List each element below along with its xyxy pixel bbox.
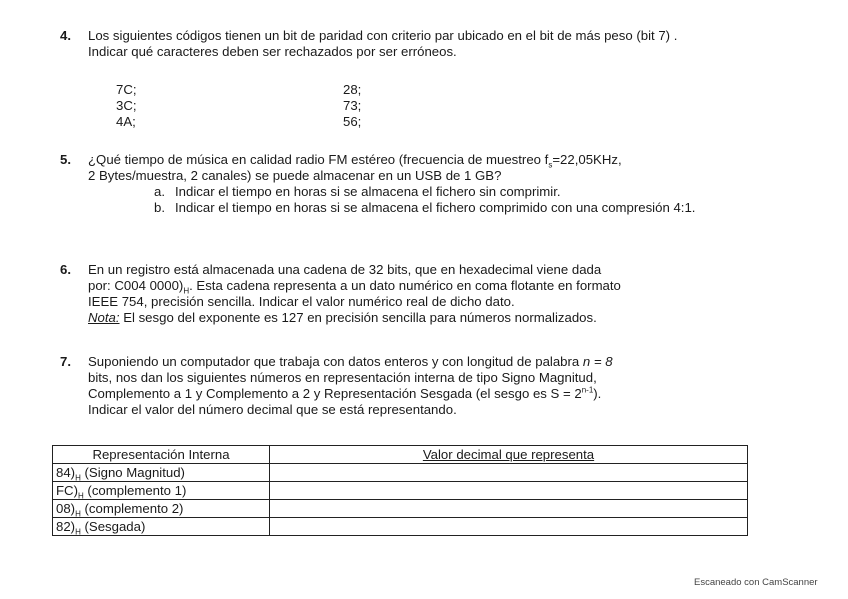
question-5 — [60, 152, 760, 216]
header-cell: Valor decimal que representa — [270, 446, 748, 464]
scanner-watermark: Escaneado con CamScanner — [694, 577, 818, 588]
table-row — [53, 518, 748, 536]
hex-value: FC) — [56, 482, 78, 498]
sub-item-text: Indicar el tiempo en horas si se almacena el fichero sin comprimir. — [175, 184, 561, 199]
text-fragment: ). — [593, 386, 602, 401]
question-text — [88, 152, 760, 184]
table-row — [53, 482, 748, 500]
text-fragment: . Esta cadena representa a un dato numérico en coma flotante en formato — [189, 278, 621, 293]
codes-row — [116, 98, 476, 114]
table-row — [53, 464, 748, 482]
answer-cell[interactable] — [270, 482, 748, 500]
question-number: 4. — [60, 28, 71, 43]
text-line — [88, 152, 760, 168]
answer-cell[interactable] — [270, 518, 748, 536]
table-cell — [53, 518, 270, 536]
text-line — [88, 354, 760, 370]
question-text — [88, 262, 760, 326]
text-line — [88, 386, 760, 402]
hex-value: 82) — [56, 518, 76, 534]
text-line: bits, nos dan los siguientes números en representación interna de tipo Signo Magnitud, — [88, 370, 597, 385]
sub-item-marker: b. — [154, 200, 165, 215]
sub-item-text: Indicar el tiempo en horas si se almacena el fichero comprimido con una compresión 4:1. — [175, 200, 696, 215]
table-row — [53, 500, 748, 518]
sub-item-marker: a. — [154, 184, 165, 199]
note-text: El sesgo del exponente es 127 en precisión sencilla para números normalizados. — [119, 310, 597, 325]
text-line — [88, 310, 760, 326]
question-text — [88, 28, 760, 60]
question-number: 5. — [60, 152, 71, 167]
representation-label: (complemento 1) — [83, 482, 187, 498]
question-number: 6. — [60, 262, 71, 277]
text-line: Indicar el valor del número decimal que se está representando. — [88, 402, 457, 417]
hex-code: 56; — [343, 114, 362, 129]
hex-code: 7C; — [116, 82, 137, 97]
codes-row — [116, 114, 476, 130]
text-line: IEEE 754, precisión sencilla. Indicar el valor numérico real de dicho dato. — [88, 294, 515, 309]
table-header-row — [53, 446, 748, 464]
sub-item-b — [148, 200, 760, 216]
hex-code: 28; — [343, 82, 362, 97]
hex-codes-list — [116, 82, 476, 130]
text-fragment: por: C004 0000) — [88, 278, 184, 293]
representation-label: (Signo Magnitud) — [80, 464, 185, 480]
text-line: Los siguientes códigos tienen un bit de paridad con criterio par ubicado en el bit de más peso (bit 7) . — [88, 28, 678, 43]
representation-label: (complemento 2) — [80, 500, 184, 516]
subscript: H — [77, 491, 84, 501]
text-line — [88, 278, 760, 294]
question-4 — [60, 28, 760, 60]
table-cell — [53, 464, 270, 482]
text-line: 2 Bytes/muestra, 2 canales) se puede almacenar en un USB de 1 GB? — [88, 168, 502, 183]
subscript: H — [75, 509, 81, 519]
text-line: En un registro está almacenada una cadena de 32 bits, que en hexadecimal viene dada — [88, 262, 602, 277]
subscript: s — [548, 160, 553, 170]
representation-table — [52, 445, 748, 536]
question-number: 7. — [60, 354, 71, 369]
hex-code: 3C; — [116, 98, 137, 113]
text-fragment: =22,05KHz, — [552, 152, 622, 167]
subscript: H — [75, 473, 81, 483]
text-fragment: Suponiendo un computador que trabaja con datos enteros y con longitud de palabra — [88, 354, 583, 369]
question-7 — [60, 354, 760, 418]
hex-code: 4A; — [116, 114, 136, 129]
answer-cell[interactable] — [270, 464, 748, 482]
text-fragment: ¿Qué tiempo de música en calidad radio FM estéreo (frecuencia de muestreo f — [88, 152, 549, 167]
text-fragment: Complemento a 1 y Complemento a 2 y Representación Sesgada (el sesgo es S = 2 — [88, 386, 582, 401]
sub-items — [148, 184, 760, 216]
subscript: H — [75, 527, 81, 537]
hex-value: 08) — [56, 500, 76, 516]
codes-row — [116, 82, 476, 98]
superscript: n-1 — [581, 385, 594, 395]
question-text — [88, 354, 760, 418]
hex-code: 73; — [343, 98, 362, 113]
representation-label: (Sesgada) — [80, 518, 146, 534]
question-6 — [60, 262, 760, 326]
word-length-variable: n = 8 — [582, 354, 613, 369]
header-cell: Representación Interna — [53, 446, 270, 464]
hex-value: 84) — [56, 464, 76, 480]
text-line: Indicar qué caracteres deben ser rechazados por ser erróneos. — [88, 44, 457, 59]
note-label: Nota: — [88, 310, 120, 325]
answer-cell[interactable] — [270, 500, 748, 518]
sub-item-a — [148, 184, 760, 200]
table-cell — [53, 482, 270, 500]
table-cell — [53, 500, 270, 518]
subscript: H — [183, 286, 190, 296]
